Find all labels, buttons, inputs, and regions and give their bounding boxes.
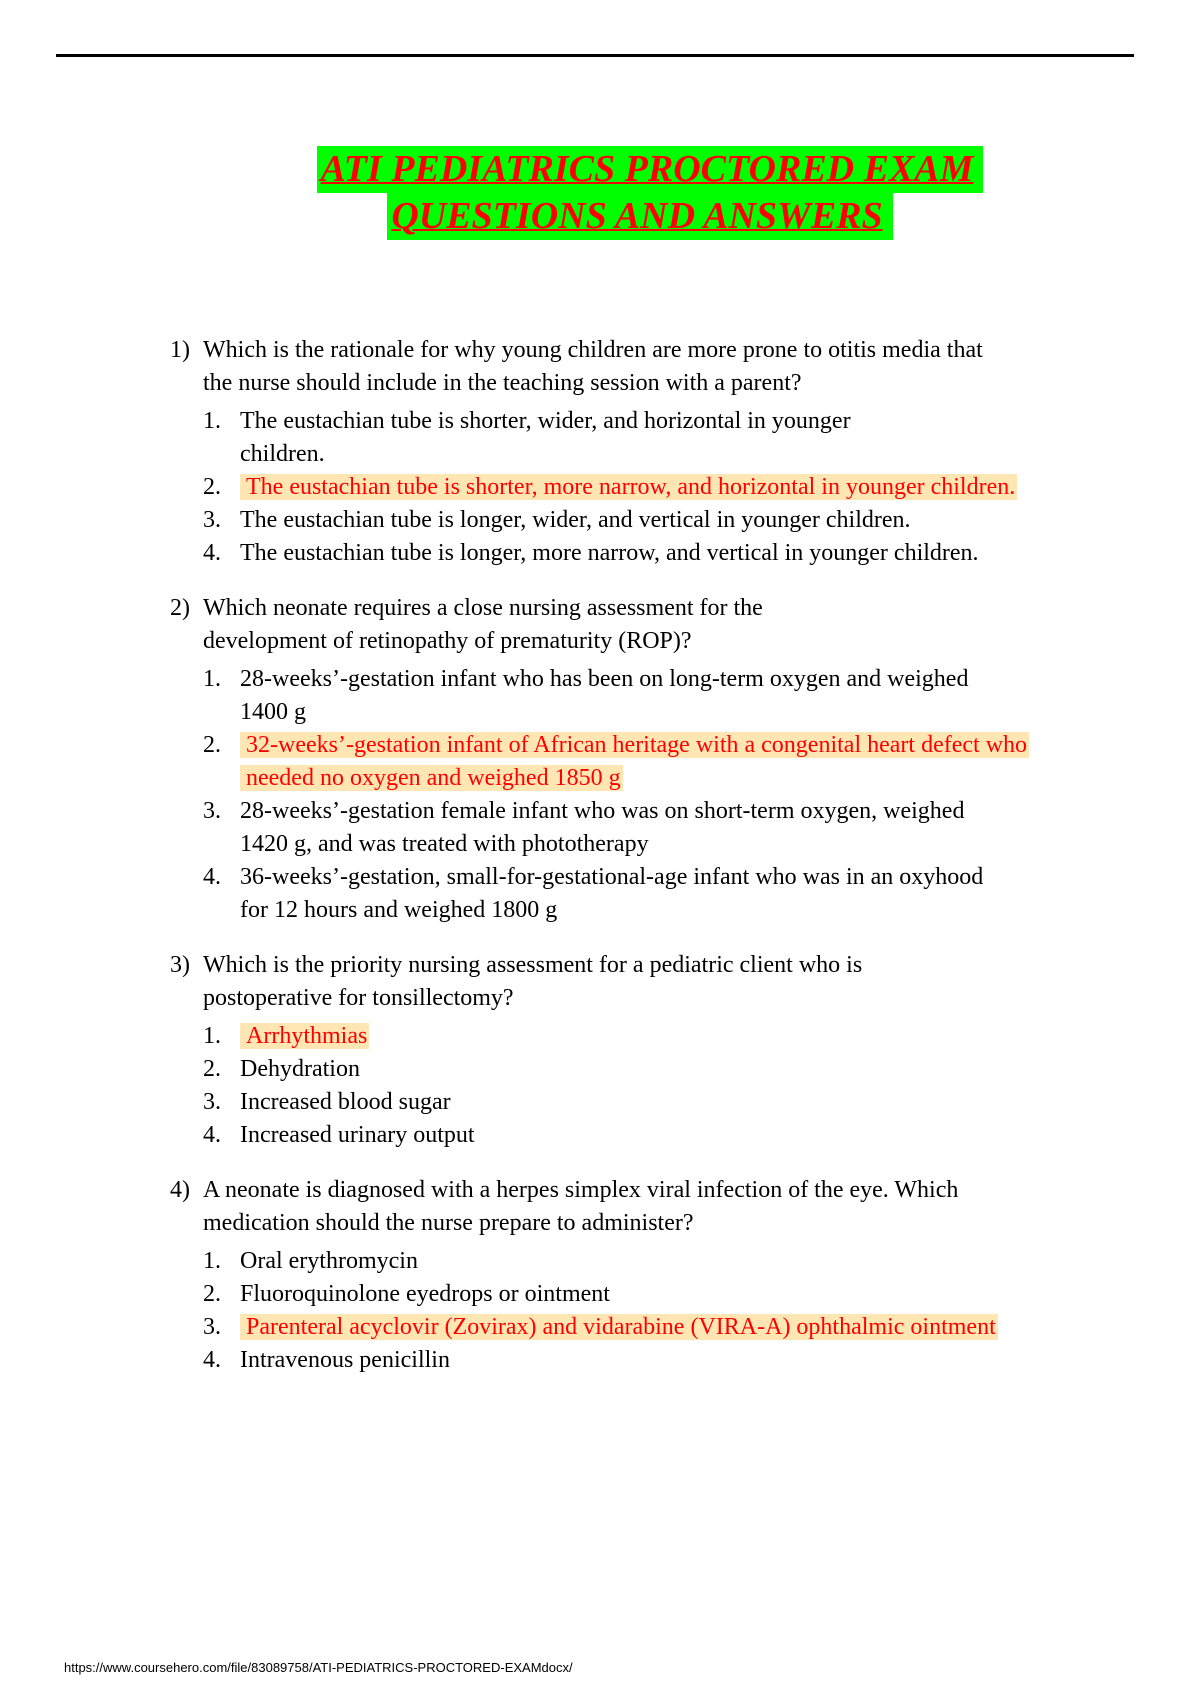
question-text: Which is the rationale for why young children are more prone to otitis media that the nurse should include in the teaching session with a parent? — [203, 337, 983, 396]
question-number: 3) — [170, 952, 190, 978]
correct-option — [170, 471, 1050, 504]
correct-answer-text: Parenteral acyclovir (Zovirax) and vidarabine (VIRA-A) ophthalmic ointment — [240, 1314, 998, 1340]
question-3 — [170, 949, 1050, 1152]
options-list — [170, 1020, 1050, 1152]
option-number: 2. — [203, 1056, 221, 1082]
option-number: 4. — [203, 864, 221, 890]
option-text: The eustachian tube is shorter, wider, and horizontal in younger children. — [240, 408, 851, 467]
question-number: 1) — [170, 337, 190, 363]
option-text: The eustachian tube is longer, more narrow, and vertical in younger children. — [240, 540, 979, 566]
option-text: Oral erythromycin — [240, 1248, 418, 1274]
option-number: 1. — [203, 1248, 221, 1274]
option-1 — [170, 405, 930, 471]
question-1 — [170, 334, 1050, 570]
top-rule — [56, 54, 1134, 57]
question-list — [170, 334, 1050, 1377]
option-number: 1. — [203, 408, 221, 434]
option-4 — [170, 1119, 1050, 1152]
option-2 — [170, 1053, 1050, 1086]
option-3 — [170, 504, 1050, 537]
option-2 — [170, 1278, 1050, 1311]
correct-answer-text: 32-weeks’-gestation infant of African heritage with a congenital heart defect who — [240, 732, 1029, 758]
question-2 — [170, 592, 1050, 927]
question-text: A neonate is diagnosed with a herpes simplex viral infection of the eye. Which medication should the nurse prepare to administer? — [203, 1177, 959, 1236]
question-text: Which is the priority nursing assessment for a pediatric client who is postoperative for tonsillectomy? — [203, 952, 863, 1011]
question-number: 2) — [170, 595, 190, 621]
options-list — [170, 663, 1050, 927]
correct-option — [170, 729, 1050, 795]
option-number: 1. — [203, 666, 221, 692]
option-text: The eustachian tube is longer, wider, and vertical in younger children. — [240, 507, 911, 533]
option-4 — [170, 1344, 1050, 1377]
source-url: https://www.coursehero.com/file/83089758/ATI-PEDIATRICS-PROCTORED-EXAMdocx/ — [64, 1660, 573, 1675]
option-number: 3. — [203, 507, 221, 533]
option-text: 28-weeks’-gestation female infant who was on short-term oxygen, weighed 1420 g, and was treated with phototherapy — [240, 798, 965, 857]
option-number: 2. — [203, 1281, 221, 1307]
option-number: 3. — [203, 798, 221, 824]
option-text: Increased blood sugar — [240, 1089, 451, 1115]
question-4 — [170, 1174, 1050, 1377]
question-text: Which neonate requires a close nursing assessment for the development of retinopathy of prematurity (ROP)? — [203, 595, 763, 654]
title-line-2: QUESTIONS AND ANSWERS — [387, 193, 892, 240]
correct-answer-text-continued: needed no oxygen and weighed 1850 g — [240, 765, 623, 791]
option-1 — [170, 1245, 1050, 1278]
option-3 — [170, 795, 1000, 861]
option-text: Increased urinary output — [240, 1122, 475, 1148]
option-number: 3. — [203, 1089, 221, 1115]
correct-answer-text: The eustachian tube is shorter, more narrow, and horizontal in younger children. — [240, 474, 1017, 500]
option-number: 2. — [203, 474, 221, 500]
option-4 — [170, 861, 1000, 927]
option-text: Intravenous penicillin — [240, 1347, 450, 1373]
option-number: 4. — [203, 1347, 221, 1373]
option-number: 4. — [203, 540, 221, 566]
correct-answer-text: Arrhythmias — [240, 1023, 369, 1049]
option-text: 36-weeks’-gestation, small-for-gestational-age infant who was in an oxyhood for 12 hours and weighed 1800 g — [240, 864, 984, 923]
option-number: 2. — [203, 732, 221, 758]
option-text: Fluoroquinolone eyedrops or ointment — [240, 1281, 610, 1307]
option-number: 4. — [203, 1122, 221, 1148]
option-number: 1. — [203, 1023, 221, 1049]
options-list — [170, 1245, 1050, 1377]
option-text: 28-weeks’-gestation infant who has been on long-term oxygen and weighed 1400 g — [240, 666, 969, 725]
correct-option — [170, 1311, 1050, 1344]
document-title — [0, 146, 1190, 240]
option-1 — [170, 663, 1000, 729]
options-list — [170, 405, 1050, 570]
correct-option — [170, 1020, 1050, 1053]
option-number: 3. — [203, 1314, 221, 1340]
option-4 — [170, 537, 980, 570]
title-line-1: ATI PEDIATRICS PROCTORED EXAM — [317, 146, 984, 193]
question-number: 4) — [170, 1177, 190, 1203]
option-text: Dehydration — [240, 1056, 360, 1082]
option-3 — [170, 1086, 1050, 1119]
